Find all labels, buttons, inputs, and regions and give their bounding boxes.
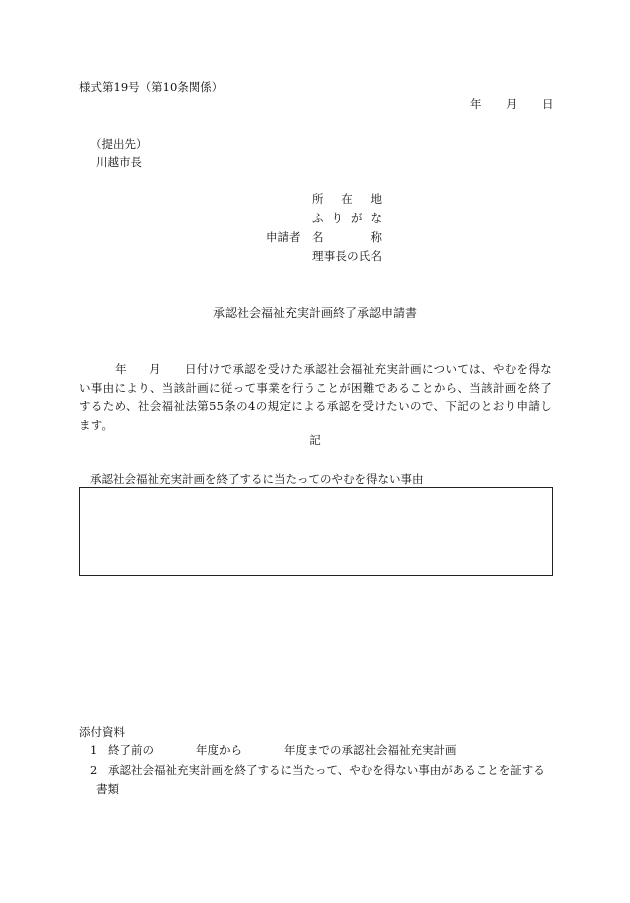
- attachments-title: 添付資料: [79, 725, 125, 739]
- body-paragraph: [79, 360, 552, 434]
- attachment-number: 2: [90, 763, 98, 777]
- reason-box[interactable]: [79, 487, 553, 576]
- document-title: 承認社会福祉充実計画終了承認申請書: [212, 306, 417, 320]
- field-furigana-label: ふ り が な: [312, 211, 382, 225]
- attachment-item-1: [90, 745, 457, 757]
- attachment-text: 年度から: [196, 743, 242, 757]
- date-day-label: 日: [542, 97, 554, 111]
- date-month-label: 月: [506, 97, 518, 111]
- body-year-label: 年: [115, 362, 127, 376]
- field-name-label: 名 称: [312, 230, 382, 244]
- body-month-label: 月: [148, 362, 161, 376]
- recipient-name: 川越市長: [96, 155, 142, 169]
- field-address-label: 所 在 地: [312, 192, 382, 206]
- attachment-item-2: [90, 765, 545, 777]
- ki-label: 記: [309, 433, 321, 447]
- body-text: 日付けで承認を受けた承認社会福祉充実計画については、やむを得ない事由により、当該計画に従って事業を行うことが困難であることから、当該計画を終了するため、社会福祉法第55条の4の規定による承認を受けたいので、下記のとおり申請します。: [79, 362, 552, 432]
- field-chairman-label: 理事長の氏名: [312, 249, 382, 263]
- applicant-label: 申請者: [266, 230, 301, 244]
- attachment-item-2-continuation: 書類: [96, 782, 119, 796]
- reason-label: 承認社会福祉充実計画を終了するに当たってのやむを得ない事由: [90, 472, 424, 486]
- attachment-number: 1: [90, 743, 98, 757]
- date-year-label: 年: [470, 97, 482, 111]
- attachment-text: 年度までの承認社会福祉充実計画: [284, 743, 457, 757]
- form-number: 様式第19号（第10条関係）: [79, 80, 224, 94]
- attachment-text: 承認社会福祉充実計画を終了するに当たって、やむを得ない事由があることを証する: [108, 763, 545, 777]
- attachment-text: 終了前の: [108, 743, 154, 757]
- recipient-label: （提出先）: [90, 137, 148, 151]
